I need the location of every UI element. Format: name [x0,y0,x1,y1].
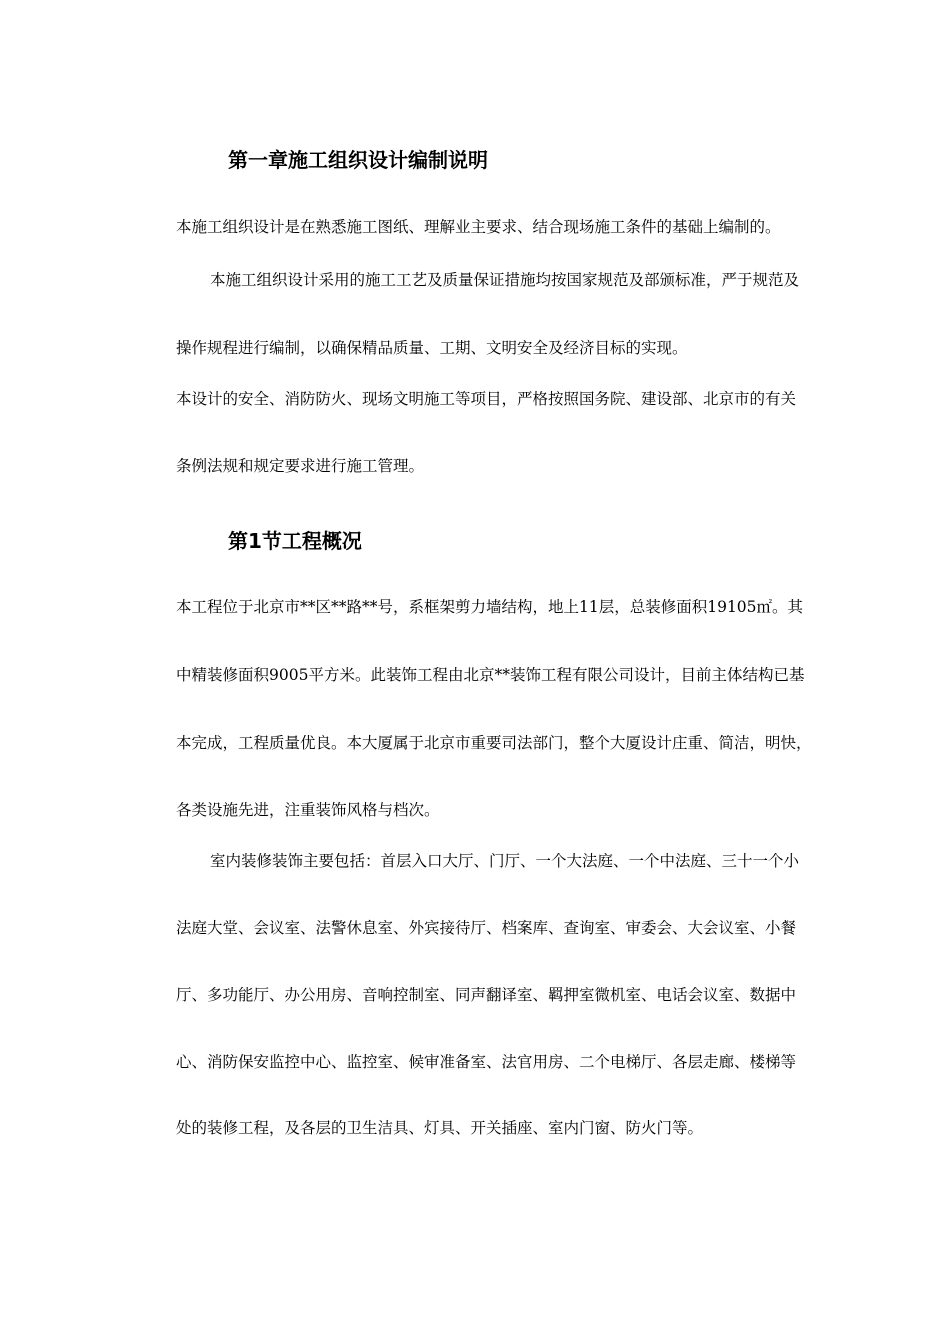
paragraph-line: 本施工组织设计是在熟悉施工图纸、理解业主要求、结合现场施工条件的基础上编制的。 [176,218,781,236]
paragraph-line: 条例法规和规定要求进行施工管理。 [176,457,425,475]
paragraph-line: 中精装修面积9005平方米。此装饰工程由北京**装饰工程有限公司设计，目前主体结构已基 [176,666,805,684]
paragraph-line: 处的装修工程，及各层的卫生洁具、灯具、开关插座、室内门窗、防火门等。 [176,1119,704,1137]
paragraph-line: 室内装修装饰主要包括：首层入口大厅、门厅、一个大法庭、一个中法庭、三十一个小 [210,852,800,870]
paragraph-line: 操作规程进行编制，以确保精品质量、工期、文明安全及经济目标的实现。 [176,339,688,357]
paragraph-line: 本设计的安全、消防防火、现场文明施工等项目，严格按照国务院、建设部、北京市的有关 [176,390,797,408]
paragraph-line: 本工程位于北京市**区**路**号，系框架剪力墙结构，地上11层，总装修面积19105㎡。其 [176,598,804,616]
paragraph-line: 本完成，工程质量优良。本大厦属于北京市重要司法部门，整个大厦设计庄重、简洁，明快， [176,734,812,752]
chapter-heading: 第一章施工组织设计编制说明 [228,148,488,172]
paragraph-line: 厅、多功能厅、办公用房、音响控制室、同声翻译室、羁押室微机室、电话会议室、数据中 [176,986,797,1004]
paragraph-line: 心、消防保安监控中心、监控室、候审准备室、法官用房、二个电梯厅、各层走廊、楼梯等 [176,1053,797,1071]
paragraph-line: 法庭大堂、会议室、法警休息室、外宾接待厅、档案库、查询室、审委会、大会议室、小餐 [176,919,797,937]
section-heading: 第1节工程概况 [228,529,362,553]
paragraph-line: 各类设施先进，注重装饰风格与档次。 [176,801,440,819]
paragraph-line: 本施工组织设计采用的施工工艺及质量保证措施均按国家规范及部颁标准，严于规范及 [210,271,800,289]
